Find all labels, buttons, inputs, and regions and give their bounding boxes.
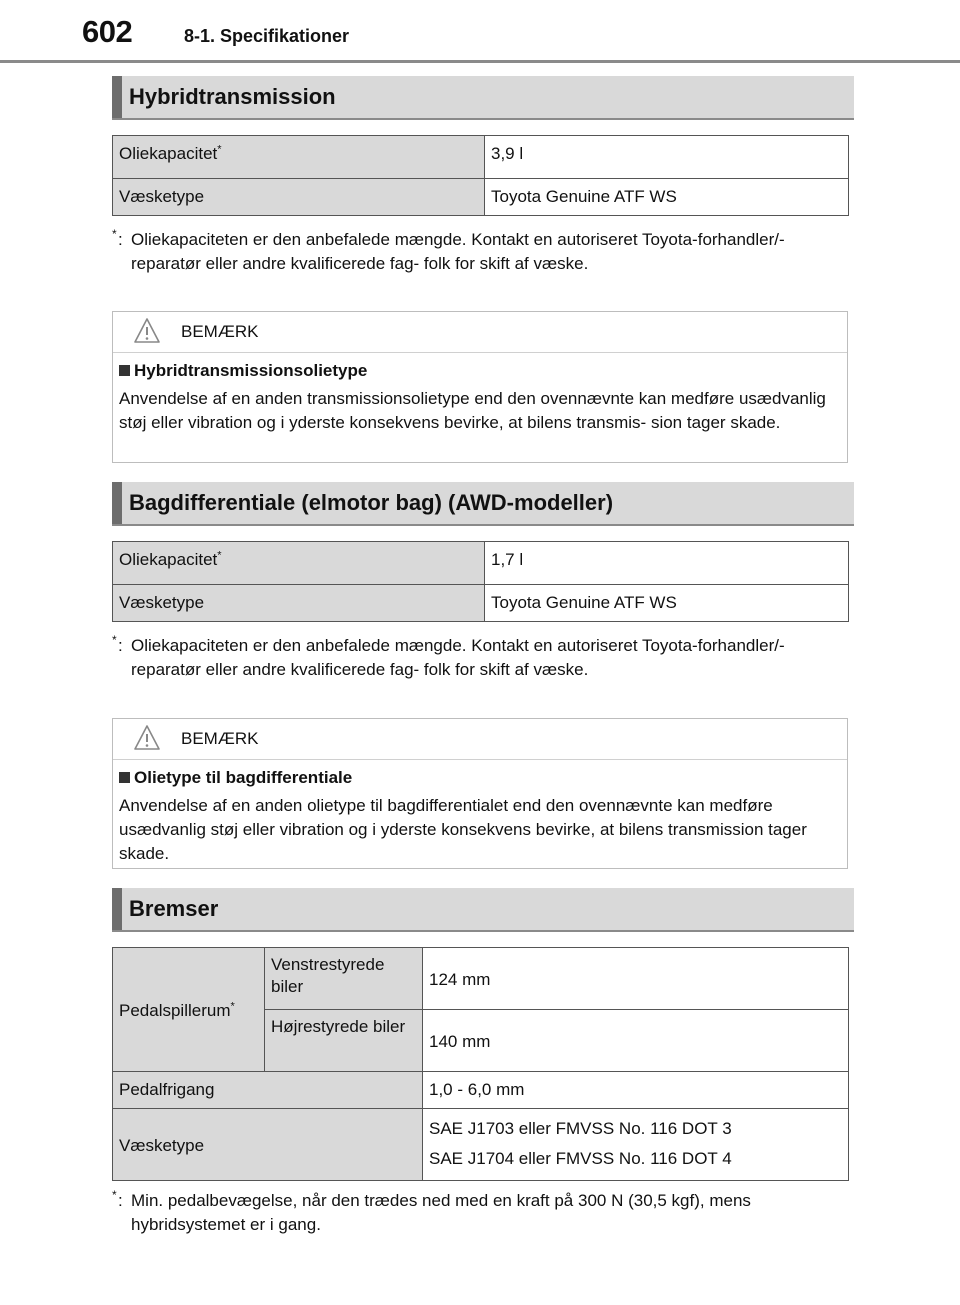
table-row xyxy=(113,542,849,585)
notice-box-rear-diff xyxy=(112,718,848,869)
section-title-brakes xyxy=(112,888,854,932)
footnote-marker: * xyxy=(217,549,222,562)
spec-value-cell: 1,0 - 6,0 mm xyxy=(423,1072,849,1109)
hybrid-spec-table xyxy=(112,135,849,216)
fluid-spec-2: SAE J1704 eller FMVSS No. 116 DOT 4 xyxy=(429,1149,732,1168)
spec-value-cell: 124 mm xyxy=(423,948,849,1010)
footnote-star: * xyxy=(112,633,117,647)
spec-value-cell: 3,9 l xyxy=(485,136,849,179)
chapter-title: 8-1. Specifikationer xyxy=(184,26,350,46)
footnote-rear-diff xyxy=(112,634,848,682)
spec-sublabel-cell: Venstrestyrede biler xyxy=(265,948,423,1010)
square-bullet-icon xyxy=(119,772,130,783)
page-header xyxy=(0,0,960,64)
footnote-star: * xyxy=(112,227,117,241)
notice-body xyxy=(113,760,847,876)
spec-label-cell: Pedalfrigang xyxy=(113,1072,423,1109)
footnote-star: * xyxy=(112,1188,117,1202)
notice-text: Anvendelse af en anden olietype til bagdifferentialet end den ovennævnte kan medføre usædvanlig støj eller vibration og i yderste konsekvens bevirke, at bilens transmission tager skade. xyxy=(119,796,807,863)
footnote-text: Oliekapaciteten er den anbefalede mængde. Kontakt en autoriseret Toyota-forhandler/-reparatør eller andre kvalificerede fag- folk for skift af væske. xyxy=(131,230,785,273)
table-row xyxy=(113,136,849,179)
footnote-marker: * xyxy=(230,999,235,1012)
footnote-brakes xyxy=(112,1189,848,1237)
header-rule xyxy=(0,60,960,63)
section-bar xyxy=(112,482,122,524)
footnote-text: Oliekapaciteten er den anbefalede mængde. Kontakt en autoriseret Toyota-forhandler/-reparatør eller andre kvalificerede fag- folk for skift af væske. xyxy=(131,636,785,679)
spec-sublabel-cell: Højrestyrede biler xyxy=(265,1010,423,1072)
notice-box-hybrid xyxy=(112,311,848,463)
table-row xyxy=(113,1109,849,1181)
section-title-hybrid xyxy=(112,76,854,120)
warning-triangle-icon xyxy=(133,317,161,345)
footnote-hybrid xyxy=(112,228,848,276)
square-bullet-icon xyxy=(119,365,130,376)
spec-label-cell xyxy=(113,136,485,179)
fluid-spec-1: SAE J1703 eller FMVSS No. 116 DOT 3 xyxy=(429,1119,732,1138)
warning-triangle-icon xyxy=(133,724,161,752)
section-bar xyxy=(112,76,122,118)
table-row xyxy=(113,585,849,622)
notice-subtitle-text: Olietype til bagdifferentiale xyxy=(134,768,353,787)
section-title-rear-diff xyxy=(112,482,854,526)
rear-diff-spec-table xyxy=(112,541,849,622)
spec-label-cell: Væsketype xyxy=(113,179,485,216)
brakes-spec-table xyxy=(112,947,849,1181)
notice-label: BEMÆRK xyxy=(181,729,259,748)
footnote-colon: : xyxy=(118,230,123,249)
table-row xyxy=(113,1072,849,1109)
spec-value-cell: 1,7 l xyxy=(485,542,849,585)
table-row xyxy=(113,179,849,216)
notice-header xyxy=(113,719,847,760)
notice-body xyxy=(113,353,847,445)
spec-label: Oliekapacitet xyxy=(119,550,218,569)
notice-subtitle-text: Hybridtransmissionsolietype xyxy=(134,361,368,380)
notice-header xyxy=(113,312,847,353)
footnote-colon: : xyxy=(118,636,123,655)
spec-value-cell xyxy=(423,1109,849,1181)
section-title-text: Bremser xyxy=(129,896,219,921)
spec-label: Pedalspillerum xyxy=(119,1000,231,1020)
spec-value-cell: Toyota Genuine ATF WS xyxy=(485,179,849,216)
section-title-text: Hybridtransmission xyxy=(129,84,336,109)
section-title-text: Bagdifferentiale (elmotor bag) (AWD-modeller) xyxy=(129,490,614,515)
spec-label-cell xyxy=(113,948,265,1072)
footnote-colon: : xyxy=(118,1191,123,1210)
notice-label: BEMÆRK xyxy=(181,322,259,341)
notice-subtitle xyxy=(119,766,841,790)
table-row xyxy=(113,948,849,1010)
notice-text: Anvendelse af en anden transmissionsolietype end den ovennævnte kan medføre usædvanlig støj eller vibration og i yderste konsekvens bevirke, at bilens transmis- sion tager skade. xyxy=(119,389,826,432)
section-bar xyxy=(112,888,122,930)
spec-value-cell: Toyota Genuine ATF WS xyxy=(485,585,849,622)
spec-value-cell: 140 mm xyxy=(423,1010,849,1072)
spec-label-cell xyxy=(113,542,485,585)
spec-label-cell: Væsketype xyxy=(113,585,485,622)
footnote-text: Min. pedalbevægelse, når den trædes ned med en kraft på 300 N (30,5 kgf), mens hybridsystemet er i gang. xyxy=(131,1191,751,1234)
spec-label-cell: Væsketype xyxy=(113,1109,423,1181)
notice-subtitle xyxy=(119,359,841,383)
page-number: 602 xyxy=(82,14,133,49)
footnote-marker: * xyxy=(217,143,222,156)
spec-label: Oliekapacitet xyxy=(119,144,218,163)
